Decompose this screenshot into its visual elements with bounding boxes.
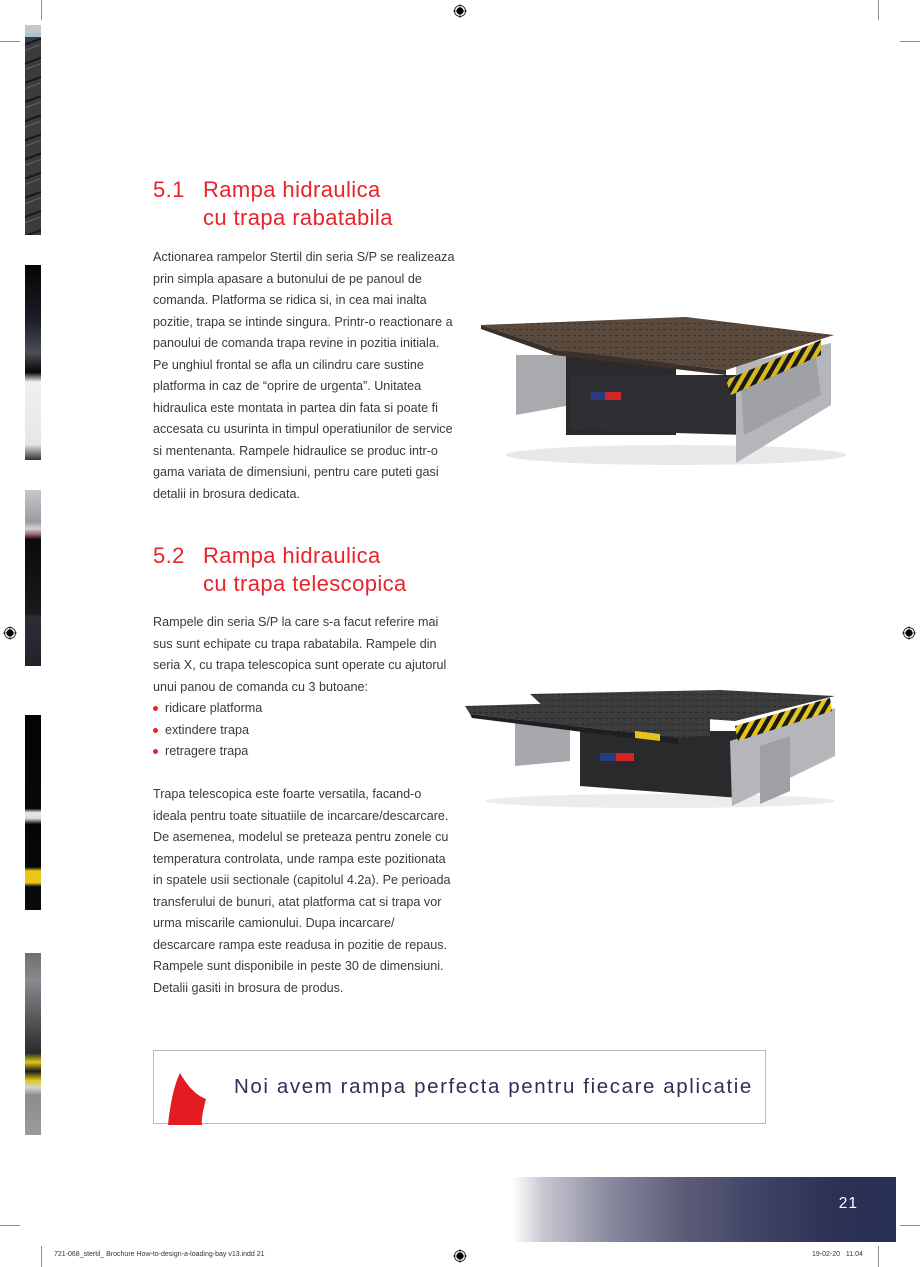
slug-datetime: 19-02-20 11:04 (812, 1251, 863, 1258)
section-title-line1: Rampa hidraulica (203, 543, 381, 568)
section-number: 5.2 (153, 543, 185, 568)
crop-mark (41, 1246, 42, 1267)
section-title-line1: Rampa hidraulica (203, 177, 381, 202)
list-item: ridicare platforma (153, 698, 458, 720)
section-title-line2: cu trapa telescopica (203, 571, 407, 596)
crop-mark (900, 41, 920, 42)
section-5-2-intro: Rampele din seria S/P la care s-a facut referire mai sus sunt echipate cu trapa rabatabila. Rampele din seria X, cu trapa telescopica sunt operate cu ajutorul unui panou de comanda cu 3 butoane: (153, 615, 447, 694)
crop-mark (878, 1246, 879, 1267)
registration-mark-icon (453, 1249, 467, 1263)
registration-mark-icon (902, 626, 916, 640)
ramp-rabatabila-image (476, 315, 846, 465)
section-5-2-body (153, 612, 458, 999)
section-heading-5-1 (153, 176, 393, 232)
ramp-telescopica-image (460, 686, 840, 808)
list-item: extindere trapa (153, 720, 458, 742)
section-number: 5.1 (153, 177, 185, 202)
section-heading-5-2 (153, 542, 407, 598)
crop-mark (0, 1225, 20, 1226)
side-photo-strip (25, 265, 41, 460)
tagline-callout (153, 1050, 766, 1124)
page-number: 21 (838, 1195, 858, 1212)
crop-mark (0, 41, 20, 42)
side-photo-strip (25, 715, 41, 910)
side-photo-strip (25, 953, 41, 1135)
section-5-2-paragraph: Trapa telescopica este foarte versatila, facand-o ideala pentru toate situatiile de incarcare/descarcare. De asemenea, modelul se preteaza pentru zonele cu temperatura controlata, unde rampa este pozitionata in spatele usii sectionale (capitolul 4.2a). Pe perioada transferului de bunuri, atat platforma cat si trapa vor urma miscarile camionului. Dupa incarcare/ descarcare rampa este readusa in pozitie de repaus. Rampele sunt disponibile in peste 30 de dimensiuni. Detalii gasiti in brosura de produs. (153, 787, 451, 995)
tagline-text: Noi avem rampa perfecta pentru fiecare aplicatie (234, 1075, 753, 1098)
list-item: retragere trapa (153, 741, 458, 763)
crop-mark (900, 1225, 920, 1226)
section-5-1-paragraph: Actionarea rampelor Stertil din seria S/P se realizeaza prin simpla apasare a butonului de pe panoul de comanda. Platforma se ridica si, in cea mai inalta pozitie, trapa se intinde singura. Printr-o reactionare a panoului de comanda trapa revine in pozitia initiala. Pe unghiul frontal se afla un cilindru care sustine platforma in caz de “oprire de urgenta”. Unitatea hidraulica este montata in partea din fata si poate fi accesata cu usurinta in timpul operatiunilor de service si mentenanta. Rampele hidraulice se produc intr-o gama variata de dimensiuni, pentru care puteti gasi detalii in brosura dedicata. (153, 250, 455, 501)
slug-filename: 721-068_stertil_ Brochure How-to-design-a-loading-bay v13.indd 21 (54, 1251, 265, 1258)
registration-mark-icon (3, 626, 17, 640)
page-number-band (512, 1177, 896, 1242)
button-functions-list (153, 698, 458, 763)
registration-mark-icon (453, 4, 467, 18)
side-photo-strip (25, 490, 41, 666)
crop-mark (41, 0, 42, 20)
side-photo-strip (25, 25, 41, 235)
red-flame-icon (168, 1069, 208, 1125)
section-title-line2: cu trapa rabatabila (203, 205, 393, 230)
crop-mark (878, 0, 879, 20)
